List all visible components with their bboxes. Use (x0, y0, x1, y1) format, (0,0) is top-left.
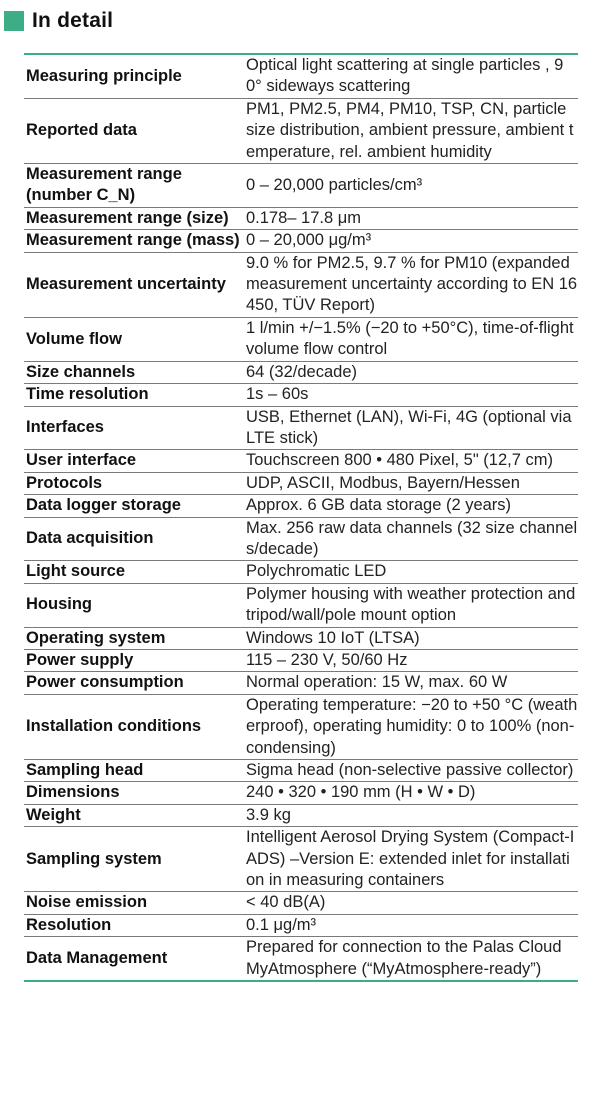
spec-label: Resolution (24, 914, 244, 936)
spec-label: Data acquisition (24, 517, 244, 561)
spec-value: UDP, ASCII, Modbus, Bayern/Hessen (244, 472, 578, 494)
spec-value: Polymer housing with weather protection and tripod/wall/pole mount option (244, 583, 578, 627)
spec-value: Windows 10 IoT (LTSA) (244, 627, 578, 649)
spec-label: Measurement uncertainty (24, 252, 244, 317)
spec-row (24, 649, 578, 671)
spec-label: Power supply (24, 649, 244, 671)
spec-label: Measurement range (number C_N) (24, 164, 244, 208)
section-marker-icon (4, 11, 24, 31)
spec-label: Measuring principle (24, 54, 244, 98)
spec-value: Operating temperature: −20 to +50 °C (weatherproof), operating humidity: 0 to 100% (non-condensing) (244, 694, 578, 759)
spec-value: < 40 dB(A) (244, 892, 578, 914)
spec-row (24, 672, 578, 694)
spec-row (24, 627, 578, 649)
spec-row (24, 230, 578, 252)
spec-label: Light source (24, 561, 244, 583)
spec-row (24, 384, 578, 406)
spec-row (24, 760, 578, 782)
spec-value: 0 – 20,000 μg/m³ (244, 230, 578, 252)
spec-row (24, 892, 578, 914)
spec-value: PM1, PM2.5, PM4, PM10, TSP, CN, particle size distribution, ambient pressure, ambient temperature, rel. ambient humidity (244, 98, 578, 163)
spec-row (24, 406, 578, 450)
spec-value: 240 • 320 • 190 mm (H • W • D) (244, 782, 578, 804)
spec-row (24, 561, 578, 583)
spec-value: Polychromatic LED (244, 561, 578, 583)
spec-row (24, 450, 578, 472)
spec-table (24, 53, 578, 982)
spec-row (24, 252, 578, 317)
spec-row (24, 782, 578, 804)
spec-value: USB, Ethernet (LAN), Wi-Fi, 4G (optional via LTE stick) (244, 406, 578, 450)
spec-row (24, 495, 578, 517)
spec-label: Reported data (24, 98, 244, 163)
spec-label: Sampling system (24, 827, 244, 892)
spec-value: 1 l/min +/−1.5% (−20 to +50°C), time-of-flight volume flow control (244, 317, 578, 361)
section-title: In detail (32, 9, 114, 32)
spec-label: Volume flow (24, 317, 244, 361)
spec-value: Approx. 6 GB data storage (2 years) (244, 495, 578, 517)
spec-label: Weight (24, 804, 244, 826)
spec-label: Size channels (24, 361, 244, 383)
spec-label: Interfaces (24, 406, 244, 450)
spec-table-body (24, 54, 578, 981)
spec-row (24, 472, 578, 494)
spec-label: Protocols (24, 472, 244, 494)
spec-label: User interface (24, 450, 244, 472)
spec-row (24, 804, 578, 826)
spec-label: Measurement range (size) (24, 207, 244, 229)
spec-label: Dimensions (24, 782, 244, 804)
spec-value: 0.178– 17.8 μm (244, 207, 578, 229)
spec-value: 9.0 % for PM2.5, 9.7 % for PM10 (expanded measurement uncertainty according to EN 16450, TÜV Report) (244, 252, 578, 317)
spec-value: Prepared for connection to the Palas Cloud MyAtmosphere (“MyAtmosphere-ready”) (244, 937, 578, 981)
spec-label: Power consumption (24, 672, 244, 694)
spec-value: Sigma head (non-selective passive collector) (244, 760, 578, 782)
spec-label: Noise emission (24, 892, 244, 914)
spec-row (24, 694, 578, 759)
spec-value: Intelligent Aerosol Drying System (Compact-IADS) –Version E: extended inlet for installation in measuring containers (244, 827, 578, 892)
section-header (4, 9, 113, 33)
spec-row (24, 827, 578, 892)
spec-row (24, 164, 578, 208)
spec-row (24, 207, 578, 229)
spec-value: Optical light scattering at single particles , 90° sideways scattering (244, 54, 578, 98)
spec-row (24, 98, 578, 163)
spec-label: Housing (24, 583, 244, 627)
spec-label: Operating system (24, 627, 244, 649)
spec-row (24, 914, 578, 936)
spec-value: 115 – 230 V, 50/60 Hz (244, 649, 578, 671)
spec-value: Max. 256 raw data channels (32 size channels/decade) (244, 517, 578, 561)
spec-value: 0.1 μg/m³ (244, 914, 578, 936)
spec-row (24, 317, 578, 361)
spec-value: 0 – 20,000 particles/cm³ (244, 164, 578, 208)
spec-row (24, 583, 578, 627)
spec-label: Data logger storage (24, 495, 244, 517)
spec-value: Touchscreen 800 • 480 Pixel, 5" (12,7 cm) (244, 450, 578, 472)
spec-row (24, 54, 578, 98)
spec-value: Normal operation: 15 W, max. 60 W (244, 672, 578, 694)
spec-label: Sampling head (24, 760, 244, 782)
spec-value: 3.9 kg (244, 804, 578, 826)
spec-label: Installation conditions (24, 694, 244, 759)
spec-row (24, 937, 578, 981)
spec-row (24, 361, 578, 383)
spec-row (24, 517, 578, 561)
spec-label: Measurement range (mass) (24, 230, 244, 252)
spec-value: 64 (32/decade) (244, 361, 578, 383)
spec-label: Data Management (24, 937, 244, 981)
spec-value: 1s – 60s (244, 384, 578, 406)
spec-label: Time resolution (24, 384, 244, 406)
